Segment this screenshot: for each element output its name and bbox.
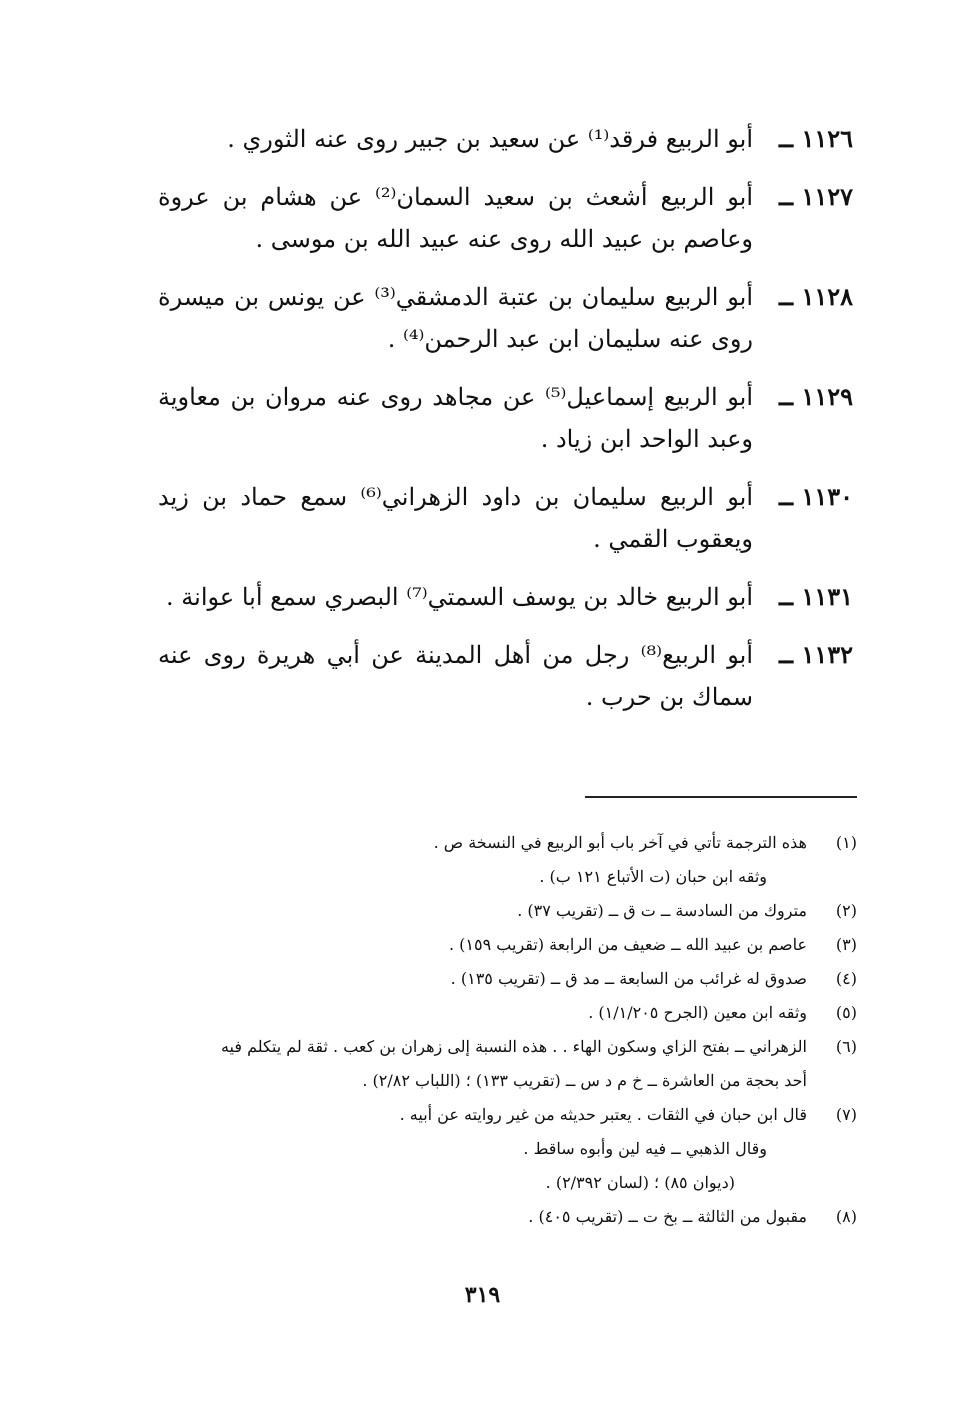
page-number: ٣١٩ — [464, 1282, 501, 1308]
entry-number: ١١٣٠ ــ — [779, 482, 853, 511]
footnote-text: أحد بحجة من العاشرة ــ خ م د س ــ (تقريب ١٣٣) ؛ (اللباب ٢/٨٢) . — [362, 1071, 807, 1090]
entry-number: ١١٣٢ ــ — [779, 640, 853, 669]
footnote-text: متروك من السادسة ــ ت ق ــ (تقريب ٣٧) . — [517, 901, 807, 920]
footnote-5 — [157, 996, 857, 1030]
footnote-text: وثقه ابن معين (الجرح ١/١/٢٠٥) . — [588, 1003, 807, 1022]
footnotes-list — [157, 826, 857, 1234]
footnote-number: (٥) — [835, 1003, 857, 1022]
entries-list — [158, 118, 853, 734]
entry-1127 — [158, 176, 853, 260]
entry-text: أبو الربيع فرقد⁽¹⁾ عن سعيد بن جبير روى عنه الثوري . — [227, 125, 753, 153]
entry-1126 — [158, 118, 853, 160]
footnote-8 — [157, 1200, 857, 1234]
footnote-text: صدوق له غرائب من السابعة ــ مد ق ــ (تقريب ١٣٥) . — [450, 969, 807, 988]
footnote-6 — [157, 1030, 857, 1098]
footnote-number: (٤) — [835, 969, 857, 988]
footnote-number: (٢) — [835, 901, 857, 920]
footnote-text: مقبول من الثالثة ــ بخ ت ــ (تقريب ٤٠٥) . — [528, 1207, 807, 1226]
footnote-text: الزهراني ــ بفتح الزاي وسكون الهاء . . هذه النسبة إلى زهران بن كعب . ثقة لم يتكلم فيه — [220, 1037, 807, 1056]
footnote-text: عاصم بن عبيد الله ــ ضعيف من الرابعة (تقريب ١٥٩) . — [448, 935, 807, 954]
entry-text: أبو الربيع سليمان بن داود الزهراني⁽⁶⁾ سمع حماد بن زيد ويعقوب القمي . — [158, 483, 753, 553]
footnote-7 — [157, 1098, 857, 1200]
entry-1130 — [158, 476, 853, 560]
entry-text: أبو الربيع إسماعيل⁽⁵⁾ عن مجاهد روى عنه مروان بن معاوية وعبد الواحد ابن زياد . — [158, 383, 753, 453]
footnote-text: هذه الترجمة تأتي في آخر باب أبو الربيع في النسخة ص . — [433, 833, 807, 852]
footnote-number: (٣) — [835, 935, 857, 954]
entry-1131 — [158, 576, 853, 618]
footnote-text: قال ابن حبان في الثقات . يعتبر حديثه من غير روايته عن أبيه . — [399, 1105, 807, 1124]
entry-text: أبو الربيع أشعث بن سعيد السمان⁽²⁾ عن هشام بن عروة وعاصم بن عبيد الله روى عنه عبيد الله بن موسى . — [158, 183, 753, 253]
footnote-text: وثقه ابن حبان (ت الأتباع ١٢١ ب) . — [539, 867, 767, 886]
footnote-number: (٦) — [835, 1037, 857, 1056]
footnote-1 — [157, 826, 857, 894]
entry-1129 — [158, 376, 853, 460]
entry-number: ١١٣١ ــ — [779, 582, 853, 611]
entry-1128 — [158, 276, 853, 360]
footnote-3 — [157, 928, 857, 962]
footnote-text: وقال الذهبي ــ فيه لين وأبوه ساقط . — [523, 1139, 767, 1158]
entry-text: أبو الربيع سليمان بن عتبة الدمشقي⁽³⁾ عن يونس بن ميسرة روى عنه سليمان ابن عبد الرحمن⁽⁴⁾ . — [158, 283, 753, 353]
footnote-divider — [585, 796, 857, 798]
entry-number: ١١٢٨ ــ — [779, 282, 853, 311]
footnote-number: (١) — [835, 833, 857, 852]
entry-number: ١١٢٩ ــ — [779, 382, 853, 411]
footnote-2 — [157, 894, 857, 928]
entry-number: ١١٢٧ ــ — [779, 182, 853, 211]
entry-text: أبو الربيع⁽⁸⁾ رجل من أهل المدينة عن أبي هريرة روى عنه سماك بن حرب . — [158, 641, 754, 711]
footnote-text: (ديوان ٨٥) ؛ (لسان ٢/٣٩٢) . — [545, 1173, 735, 1192]
entry-1132 — [158, 634, 853, 718]
entry-text: أبو الربيع خالد بن يوسف السمتي⁽⁷⁾ البصري سمع أبا عوانة . — [166, 583, 753, 611]
footnote-4 — [157, 962, 857, 996]
entry-number: ١١٢٦ ــ — [779, 124, 853, 153]
footnote-number: (٧) — [835, 1105, 857, 1124]
footnote-number: (٨) — [835, 1207, 857, 1226]
